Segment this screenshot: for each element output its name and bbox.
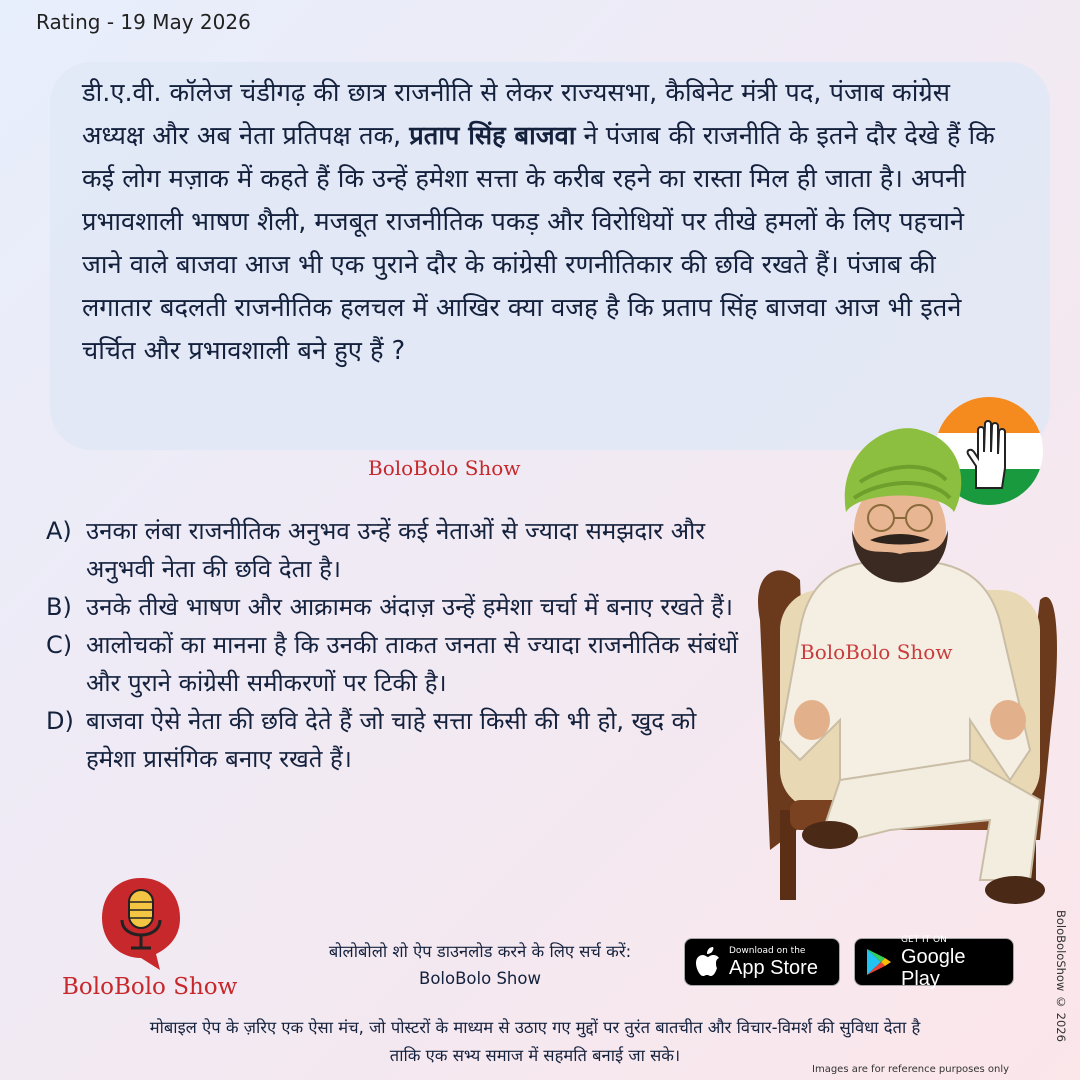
option-text: बाजवा ऐसे नेता की छवि देते हैं जो चाहे सत्ता किसी की भी हो, खुद को हमेशा प्रासंगिक बनाए रखते हैं। xyxy=(86,707,697,773)
apple-icon xyxy=(695,947,721,977)
footer-line1: मोबाइल ऐप के ज़रिए एक ऐसा मंच, जो पोस्टरों के माध्यम से उठाए गए मुद्दों पर तुरंत बातचीत और विचार-विमर्श की सुविधा देता है xyxy=(149,1018,921,1037)
option-text: उनका लंबा राजनीतिक अनुभव उन्हें कई नेताओं से ज्यादा समझदार और अनुभवी नेता की छवि देता है। xyxy=(86,517,706,583)
question-text xyxy=(82,72,1010,373)
app-store-small-label: Download on the xyxy=(729,946,806,956)
option-text: उनके तीखे भाषण और आक्रामक अंदाज़ उन्हें हमेशा चर्चा में बनाए रखते हैं। xyxy=(86,593,733,621)
option-b[interactable] xyxy=(46,588,746,626)
question-box xyxy=(50,62,1050,450)
disclaimer-text: Images are for reference purposes only xyxy=(812,1064,1010,1075)
footer-line2: ताकि एक सभ्य समाज में सहमति बनाई जा सके। xyxy=(389,1046,681,1065)
option-d[interactable] xyxy=(46,702,746,778)
rating-date: Rating - 19 May 2026 xyxy=(36,10,251,34)
microphone-icon xyxy=(96,872,186,972)
option-key: A) xyxy=(46,517,72,545)
question-part2: ने पंजाब की राजनीति के इतने दौर देखे हैं कि कई लोग मज़ाक में कहते हैं कि उन्हें हमेशा सत्ता के करीब रहने का रास्ता मिल ही जाता है। अपनी प्रभावशाली भाषण शैली, मजबूत राजनीतिक पकड़ और विरोधियों पर तीखे हमलों के लिए पहचाने जाने वाले बाजवा आज भी एक पुराने दौर के कांग्रेसी रणनीतिकार की छवि रखते हैं। पंजाब की लगातार बदलती राजनीतिक हलचल में आखिर क्या वजह है कि प्रताप सिंह बाजवा आज भी इतने चर्चित और प्रभावशाली बने हुए हैं ? xyxy=(82,121,995,366)
brand-watermark: BoloBolo Show xyxy=(800,640,953,664)
option-key: D) xyxy=(46,707,74,735)
option-key: B) xyxy=(46,593,72,621)
options-list xyxy=(46,512,746,778)
brand-logo-text: BoloBolo Show xyxy=(62,974,238,1000)
google-play-button[interactable] xyxy=(854,935,1014,990)
brand-label: BoloBolo Show xyxy=(368,456,521,480)
footer-tagline xyxy=(30,1014,1040,1070)
google-play-icon xyxy=(865,947,893,977)
question-highlight-name: प्रताप सिंह बाजवा xyxy=(409,121,576,151)
option-text: आलोचकों का मानना है कि उनकी ताकत जनता से ज्यादा राजनीतिक संबंधों और पुराने कांग्रेसी समीकरणों पर टिकी है। xyxy=(86,631,739,697)
app-store-label: App Store xyxy=(729,957,818,979)
google-play-label: Google Play xyxy=(901,946,966,990)
download-hint-line1: बोलोबोलो शो ऐप डाउनलोड करने के लिए सर्च करें: xyxy=(328,942,632,961)
download-hint xyxy=(290,938,670,992)
download-hint-line2: BoloBolo Show xyxy=(419,969,541,988)
option-key: C) xyxy=(46,631,73,659)
leader-illustration xyxy=(740,420,1060,920)
app-store-button[interactable] xyxy=(684,938,840,986)
option-a[interactable] xyxy=(46,512,746,588)
google-play-small-label: GET IT ON xyxy=(901,935,947,945)
option-c[interactable] xyxy=(46,626,746,702)
question-part1: डी.ए.वी. कॉलेज चंडीगढ़ की छात्र राजनीति से लेकर राज्यसभा, कैबिनेट मंत्री पद, पंजाब कांग्रेस अध्यक्ष और अब नेता प्रतिपक्ष तक, xyxy=(82,78,950,151)
copyright-text: BoloBoloShow © 2026 xyxy=(1054,910,1068,1042)
